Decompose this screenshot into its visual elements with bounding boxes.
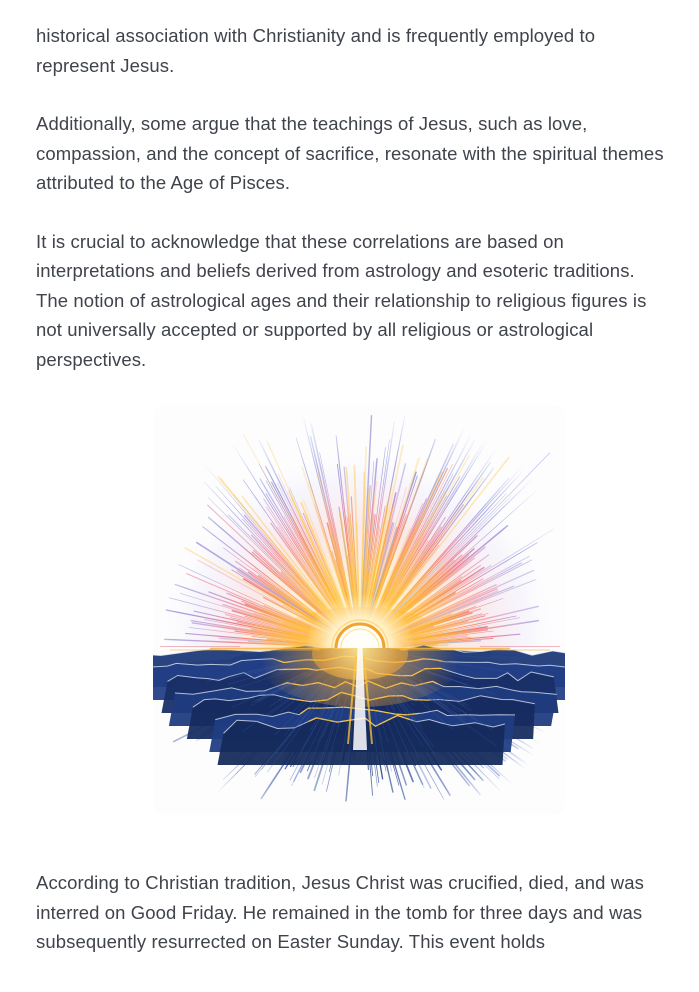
paragraph-2: Additionally, some argue that the teachings of Jesus, such as love, compassion, and the concept of sacrifice, resonate with the spiritual themes attributed to the Age of Pisces. <box>36 113 664 193</box>
paragraph-4: According to Christian tradition, Jesus Christ was crucified, died, and was interred on Good Friday. He remained in the tomb for three days and was subsequently resurrected on Easter Sunday. This event holds <box>36 872 644 952</box>
paragraph-3: It is crucial to acknowledge that these correlations are based on interpretations and beliefs derived from astrology and esoteric traditions. The notion of astrological ages and their relationship to religious figures is not universally accepted or supported by all religious or astrological perspectives. <box>36 230 647 370</box>
sunrise-illustration[interactable] <box>153 405 565 815</box>
paragraph-1: historical association with Christianity and is frequently employed to represent Jesus. <box>36 25 596 76</box>
sunburst-mountains-art <box>153 405 565 815</box>
